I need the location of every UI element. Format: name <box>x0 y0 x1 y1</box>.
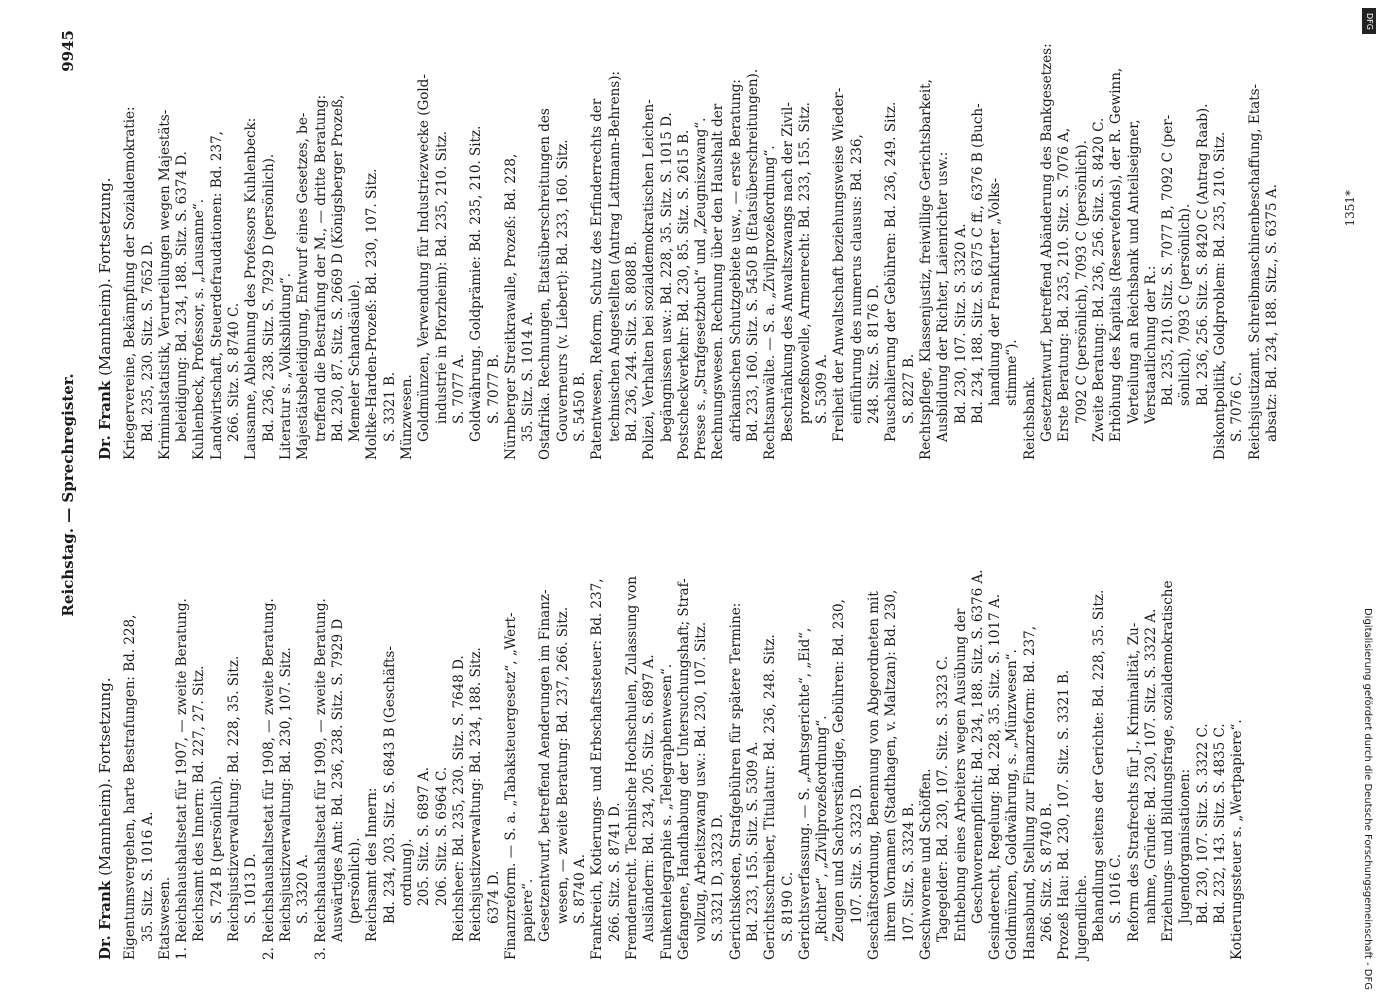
index-line: stimme“). <box>1004 339 1021 406</box>
index-line: 266. Sitz. S. 8741 D. <box>606 802 623 942</box>
index-line: Enthebung eines Arbeiters wegen Ausübung der <box>952 608 969 942</box>
sheet-mark: 1351* <box>1343 190 1357 227</box>
rotated-page <box>45 0 1383 1000</box>
index-line: Gouverneurs (v. Liebert): Bd. 233, 160. Sitz. <box>554 139 571 442</box>
index-line: 35. Sitz. S. 1016 A. <box>139 811 156 942</box>
index-line: (persönlich). <box>347 837 364 924</box>
index-line: S. 3321 D, 3323 D. <box>710 813 727 942</box>
index-line: Zweite Beratung: Bd. 236, 256. Sitz. S. 8420 C. <box>1090 117 1107 442</box>
page-header <box>59 30 85 960</box>
index-line: Lausanne, Ablehnung des Professors Kuhlenbeck: <box>243 117 260 460</box>
credit-text: Digitalisierung gefördert durch die Deutsche Forschungsgemeinschaft - DFG <box>1362 607 1373 990</box>
index-line: Bd. 230, 87. Sitz. S. 2669 D (Königsberger Prozeß, <box>329 94 346 442</box>
index-line: S. 5309 A. <box>814 353 831 424</box>
index-line: Behandlung seitens der Gerichte: Bd. 228, 35. Sitz. <box>1090 589 1107 942</box>
index-line: nahme, Gründe: Bd. 230, 107. Sitz. S. 3322 A. <box>1142 608 1159 924</box>
index-line: wesen, — zweite Beratung: Bd. 237, 266. Sitz. <box>554 606 571 924</box>
index-line: Bd. 235, 210. Sitz. S. 7077 B, 7092 C (per- <box>1160 114 1177 406</box>
index-line: Hansabund, Stellung zur Finanzreform: Bd. 237, <box>1021 625 1038 960</box>
index-line: treffend die Bestrafung der M., — dritte Beratung: <box>312 94 329 442</box>
index-line: afrikanischen Schutzgebiete usw., — erste Beratung: <box>727 79 744 442</box>
index-line: Kriminalstatistik, Verurteilungen wegen Majestäts- <box>156 109 173 460</box>
index-line: Moltke-Harden-Prozeß: Bd. 230, 107. Sitz. <box>364 168 381 460</box>
index-line: Kotierungssteuer s. „Wertpapiere“. <box>1229 719 1246 960</box>
index-line: S. 7077 A. <box>450 353 467 424</box>
index-line: handlung der Frankfurter „Volks- <box>987 177 1004 406</box>
index-line: Memeler Schandsäule). <box>347 279 364 442</box>
index-line: Frankreich, Kotierungs- und Erbschaftssteuer: Bd. 237, <box>589 578 606 960</box>
index-line: Diskontpolitik, Goldproblem: Bd. 235, 210. Sitz. <box>1212 131 1228 460</box>
index-line: vollzug, Arbeitszwang usw.: Bd. 230, 107. Sitz. <box>693 621 710 942</box>
index-line: Gerichtskosten, Strafgebühren für spätere Termine: <box>727 602 744 960</box>
right-column <box>97 20 1281 460</box>
index-line: Gesetzentwurf, betreffend Aenderungen im Finanz- <box>537 589 554 942</box>
index-line: S. 8227 B. <box>900 353 917 424</box>
index-line: Freiheit der Anwaltschaft beziehungsweise Wieder- <box>831 87 848 442</box>
column-heading <box>97 520 114 960</box>
index-line: Majestätsbeleidigung, Entwurf eines Gesetzes, be- <box>295 112 312 460</box>
column-heading <box>97 20 114 460</box>
index-line: Nürnberger Streitkrawalle, Prozeß: Bd. 228, <box>502 153 519 460</box>
index-line: 1. Reichshaushaltsetat für 1907, — zweite Beratung. <box>174 598 191 960</box>
index-line: Landwirtschaft, Steuerdefraudationen: Bd. 237, <box>208 131 225 460</box>
index-line: Kriegervereine, Bekämpfung der Sozialdemokratie: <box>122 106 139 460</box>
index-line: prozeßnovelle, Armenrecht: Bd. 233, 155. Sitz. <box>796 102 813 424</box>
speaker-detail: (Mannheim). Fortsetzung. <box>96 677 114 876</box>
index-line: Reichsjustizverwaltung: Bd. 230, 107. Sitz. <box>277 647 294 942</box>
page-number: 9945 <box>59 30 77 72</box>
index-line: Verstaatlichung der R.: <box>1142 265 1159 424</box>
index-line: Auswärtiges Amt: Bd. 236, 238. Sitz. S. 7929 D <box>329 618 346 942</box>
index-line: 248. Sitz. S. 8176 D. <box>866 284 883 424</box>
index-line: Bd. 234, 203. Sitz. S. 6843 B (Geschäfts- <box>381 646 398 924</box>
index-line: Reichsbank. <box>1021 376 1038 460</box>
index-line: Ostafrika. Rechnungen, Etatsüberschreitungen des <box>537 108 554 460</box>
index-line: Reichsjustizamt. Schreibmaschinenbeschaffung, Etats- <box>1246 83 1263 460</box>
index-line: Erste Beratung: Bd. 235, 210. Sitz. S. 7076 A, <box>1056 127 1073 442</box>
index-line: Rechtspflege, Klassenjustiz, freiwillige Gerichtsbarkeit, <box>917 79 934 460</box>
index-line: industrie in Pforzheim): Bd. 235, 210. Sitz. <box>433 131 450 424</box>
index-line: Gerichtsschreiber, Titulatur: Bd. 236, 248. Sitz. <box>762 634 779 960</box>
index-line: 266. Sitz. S. 8740 B. <box>1039 802 1056 942</box>
index-line: Geschäftsordnung, Benennung von Abgeordneten mit <box>866 591 883 960</box>
dfg-logo: DFG <box>1362 8 1376 34</box>
index-line: Goldmünzen, Goldwährung, s. „Münzwesen“. <box>1004 649 1021 960</box>
index-line: Bd. 230, 107. Sitz. S. 3322 C. <box>1194 723 1211 924</box>
index-line: 3. Reichshaushaltsetat für 1909, — zweite Beratung. <box>312 598 329 960</box>
index-line: Reichsjustizverwaltung: Bd. 234, 188. Sitz. <box>468 647 485 942</box>
index-line: Eigentumsvergehen, harte Bestrafungen: Bd. 228, <box>122 614 139 960</box>
index-line: Patentwesen, Reform, Schutz des Erfinderrechts der <box>589 98 606 460</box>
index-line: einführung des numerus clausus: Bd. 236, <box>848 134 865 424</box>
index-line: Bd. 232, 143. Sitz. S. 4835 C. <box>1212 723 1228 924</box>
index-line: Zeugen und Sachverständige, Gebühren: Bd. 230, <box>831 599 848 942</box>
index-line: Polizei, Verhalten bei sozialdemokratischen Leichen- <box>641 99 658 460</box>
digitization-credit <box>1358 10 1376 990</box>
index-line: Gerichtsverfassung. — S. „Amtsgerichte“, „Eid“, <box>796 627 813 960</box>
index-line: Reichsjustizverwaltung: Bd. 228, 35. Sitz. <box>226 655 243 942</box>
index-line: Bd. 235, 230. Sitz. S. 7652 D. <box>139 240 156 442</box>
index-line: ordnung). <box>399 838 416 906</box>
index-line: Erhöhung des Kapitals (Reservefonds), der R. Gewinn, <box>1108 67 1125 442</box>
index-line: Rechnungswesen. Rechnung über den Haushalt der <box>710 103 727 460</box>
index-line: S. 5450 B. <box>572 371 589 442</box>
index-line: S. 7076 C. <box>1229 371 1246 442</box>
index-line: Gefangene, Handhabung der Untersuchungshaft; Straf- <box>675 578 692 960</box>
index-line: Goldmünzen, Verwendung für Industriezwecke (Gold- <box>416 74 433 442</box>
index-line: 2. Reichshaushaltsetat für 1908, — zweite Beratung. <box>260 598 277 960</box>
index-line: S. 3320 A. <box>295 853 312 924</box>
index-line: S. 724 B (persönlich). <box>208 775 225 924</box>
index-line: papiere“. <box>520 878 537 942</box>
index-line: Finanzreform. — S. a. „Tabaksteuergesetz“, „Wert- <box>502 612 519 960</box>
index-line: S. 3321 B. <box>381 371 398 442</box>
index-line: Rechtsanwälte. — S. a. „Zivilprozeßordnung“. <box>762 145 779 460</box>
index-line: 107. Sitz. S. 3324 B. <box>900 802 917 942</box>
index-line: Bd. 236, 238. Sitz. S. 7929 D (persönlich). <box>260 153 277 442</box>
index-entries <box>122 20 1281 460</box>
index-line: Erziehungs- und Bildungsfrage, sozialdemokratische <box>1160 580 1177 942</box>
index-line: Jugendorganisationen: <box>1177 768 1194 924</box>
speaker-name: Dr. Frank <box>96 880 114 960</box>
index-line: Bd. 233, 160. Sitz. S. 5450 B (Etatsüberschreitungen). <box>744 68 761 442</box>
index-line: Reichsamt des Innern: Bd. 227, 27. Sitz. <box>191 665 208 942</box>
index-line: beleidigung: Bd. 234, 188. Sitz. S. 6374 D. <box>174 151 191 442</box>
index-entries <box>122 520 1246 960</box>
index-line: 7092 C (persönlich), 7093 C (persönlich). <box>1073 140 1090 424</box>
index-line: Geschworenenpflicht: Bd. 234, 188. Sitz. S. 6376 A. <box>969 569 986 924</box>
index-line: 107. Sitz. S. 3323 D. <box>848 784 865 924</box>
index-line: Beschränkung des Anwaltszwangs nach der Zivil- <box>779 102 796 442</box>
index-line: Reform des Strafrechts für J., Kriminalität, Zu- <box>1125 622 1142 942</box>
index-line: 205. Sitz. S. 6897 A. <box>416 766 433 906</box>
index-line: Funkentelegraphie s. „Telegraphenwesen“. <box>658 663 675 960</box>
index-line: Bd. 236, 244. Sitz. S. 8088 B. <box>623 241 640 442</box>
speaker-detail: (Mannheim). Fortsetzung. <box>96 177 114 376</box>
index-line: Presse s. „Strafgesetzbuch“ und „Zeugniszwang“. <box>693 117 710 460</box>
speaker-name: Dr. Frank <box>96 380 114 460</box>
left-column <box>97 520 1247 960</box>
index-line: 35. Sitz. S. 1014 A. <box>520 311 537 442</box>
index-line: Bd. 233, 155. Sitz. S. 5309 A. <box>744 741 761 942</box>
index-line: Postscheckverkehr: Bd. 230, 85. Sitz. S. 2615 B. <box>675 129 692 460</box>
index-line: Bd. 230, 107. Sitz. S. 3320 A. <box>952 223 969 424</box>
index-line: Prozeß Hau: Bd. 230, 107. Sitz. S. 3321 B. <box>1056 669 1073 960</box>
index-line: begängnissen usw.: Bd. 228, 35. Sitz. S. 1015 D. <box>658 112 675 442</box>
running-title: Reichstag. — Sprechregister. <box>59 373 77 617</box>
index-line: Fremdenrecht. Technische Hochschulen, Zulassung von <box>623 575 640 960</box>
index-line: S. 7077 B. <box>485 353 502 424</box>
index-line: S. 8190 C. <box>779 871 796 942</box>
index-line: Reichsheer: Bd. 235, 230. Sitz. S. 7648 D. <box>450 655 467 942</box>
index-line: Geschworene und Schöffen. <box>917 768 934 960</box>
index-line: Etatswesen. <box>156 876 173 960</box>
index-line: Kuhlenbeck, Professor, s. „Lausanne“. <box>191 198 208 460</box>
index-line: Ausbildung der Richter, Laienrichter usw.: <box>935 151 952 442</box>
index-line: sönlich), 7093 C (persönlich). <box>1177 203 1194 406</box>
index-line: S. 1013 D. <box>243 853 260 924</box>
index-line: technischen Angestellten (Antrag Lattmann-Behrens): <box>606 70 623 442</box>
index-line: ihrem Vornamen (Stadthagen, v. Maltzan): Bd. 230, <box>883 589 900 942</box>
index-line: Pauschalierung der Gebühren: Bd. 236, 249. Sitz. <box>883 101 900 442</box>
index-line: 6374 D. <box>485 870 502 924</box>
index-line: Jugendliche. <box>1073 874 1090 960</box>
index-line: Tagegelder: Bd. 230, 107. Sitz. S. 3323 C. <box>935 655 952 942</box>
index-line: Verteilung an Reichsbank und Anteilseigner, <box>1125 119 1142 424</box>
index-line: 206. Sitz. S. 6964 C. <box>433 766 450 906</box>
index-line: Literatur s. „Volksbildung“. <box>277 272 294 460</box>
index-line: 266. Sitz. S. 8740 C. <box>226 302 243 442</box>
index-line: absatz: Bd. 234, 188. Sitz., S. 6375 A. <box>1263 184 1280 442</box>
index-line: Ausländern: Bd. 234, 205. Sitz. S. 6897 A. <box>641 654 658 942</box>
index-line: S. 1016 C. <box>1108 853 1125 924</box>
index-line: Gesinderecht, Regelung: Bd. 228, 35. Sitz. S. 1017 A. <box>987 593 1004 960</box>
index-line: Münzwesen. <box>399 374 416 460</box>
index-line: Gesetzentwurf, betreffend Abänderung des Bankgesetzes: <box>1039 43 1056 442</box>
index-line: Bd. 234, 188. Sitz. S. 6375 C ff., 6376 B (Buch- <box>969 103 986 424</box>
index-line: Goldwährung. Goldprämie: Bd. 235, 210. Sitz. <box>468 125 485 442</box>
index-line: S. 8740 A. <box>572 853 589 924</box>
index-line: „Richter“, „Zivilprozeßordnung“. <box>814 715 831 942</box>
index-line: Reichsamt des Innern: <box>364 787 381 942</box>
index-line: Bd. 236, 256. Sitz. S. 8420 C (Antrag Raab). <box>1194 103 1211 406</box>
